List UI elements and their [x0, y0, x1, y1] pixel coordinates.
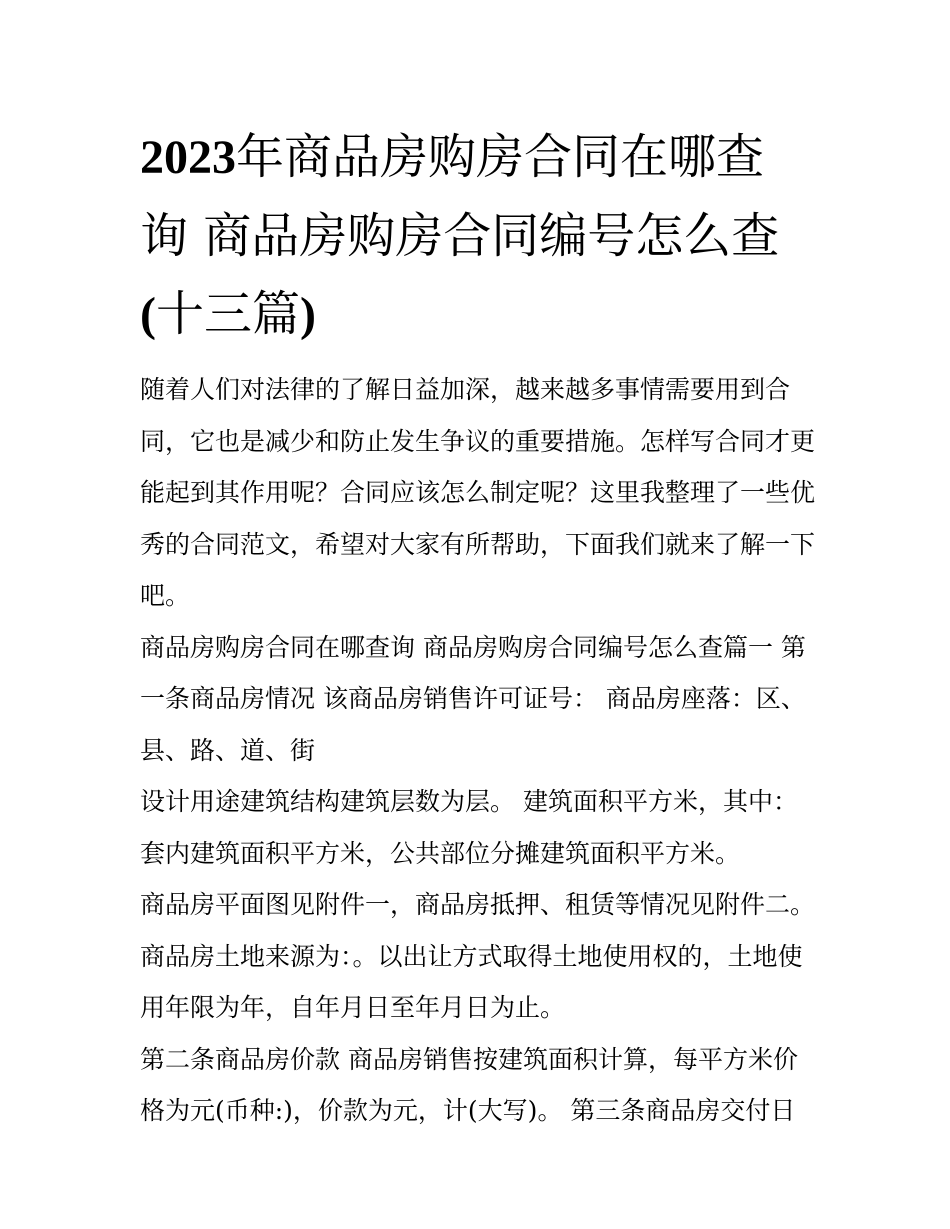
paragraph-line: 随着人们对法律的了解日益加深，越来越多事情需要用到合: [140, 375, 791, 404]
title-line-1-text: 年商品房购房合同在哪查: [236, 129, 765, 185]
title-line-2: [140, 197, 815, 275]
paragraph-floor-plan: [140, 879, 815, 1034]
paragraph-line: 同，它也是减少和防止发生争议的重要措施。怎样写合同才更: [140, 426, 816, 456]
paragraph-intro: [140, 364, 815, 622]
document-page: [140, 118, 815, 1137]
title-paren-close: ): [300, 288, 316, 341]
paragraph-design-use: [140, 776, 815, 879]
title-line-2-text: 询 商品房购房合同编号怎么查: [140, 208, 780, 264]
paragraph-line: 能起到其作用呢？合同应该怎么制定呢？这里我整理了一些优: [140, 478, 816, 507]
title-line-3: [140, 275, 815, 354]
paragraph-line: 商品房土地来源为：。以出让方式取得土地使用权的，土地使: [140, 941, 803, 971]
paragraph-line: 格为元(币种:)，价款为元，计(大写)。 第三条商品房交付日: [140, 1096, 796, 1125]
paragraph-line: 一条商品房情况 该商品房销售许可证号： 商品房座落：区、: [140, 684, 806, 713]
title-line-3-text: 十三篇: [155, 286, 300, 342]
paragraph-line: 第二条商品房价款 商品房销售按建筑面积计算，每平方米价: [140, 1044, 798, 1074]
paragraph-line: 套内建筑面积平方米，公共部位分摊建筑面积平方米。: [140, 838, 741, 868]
paragraph-article-1: [140, 622, 815, 777]
paragraph-line: 县、路、道、街: [140, 735, 316, 765]
paragraph-line: 商品房购房合同在哪查询 商品房购房合同编号怎么查篇一 第: [140, 632, 806, 662]
document-title: [140, 118, 815, 354]
title-paren-open: (: [140, 288, 156, 341]
paragraph-line: 商品房平面图见附件一，商品房抵押、租赁等情况见附件二。: [140, 890, 816, 919]
paragraph-line: 设计用途建筑结构建筑层数为层。 建筑面积平方米，其中：: [140, 787, 798, 816]
paragraph-article-2: [140, 1034, 815, 1137]
paragraph-line: 吧。: [140, 581, 191, 610]
paragraph-line: 用年限为年，自年月日至年月日为止。: [140, 993, 566, 1022]
title-line-1: [140, 118, 815, 197]
title-year: 2023: [140, 131, 236, 184]
paragraph-line: 秀的合同范文，希望对大家有所帮助，下面我们就来了解一下: [140, 529, 816, 559]
